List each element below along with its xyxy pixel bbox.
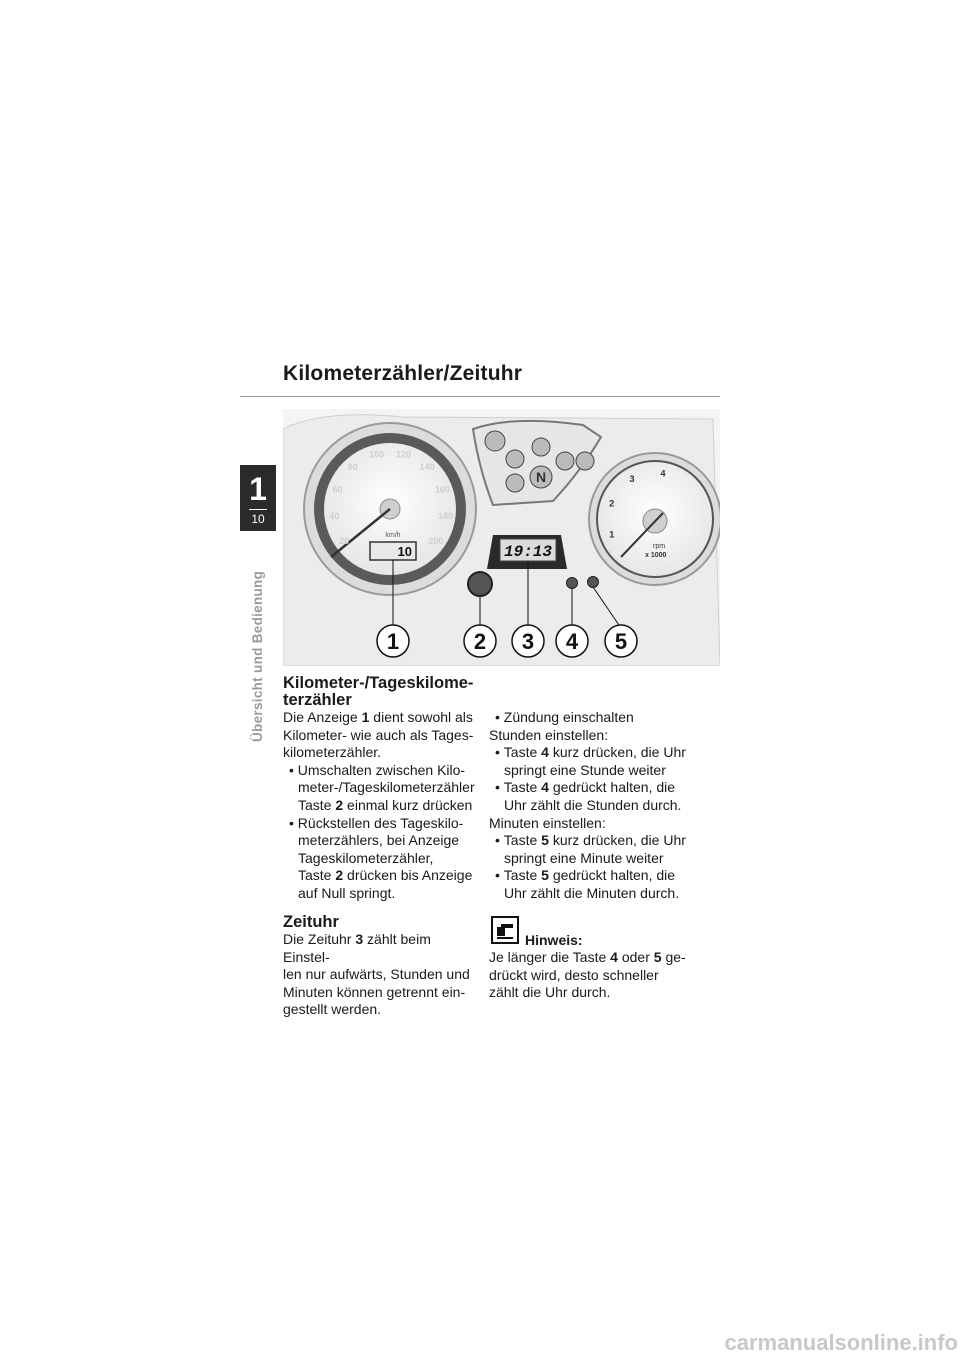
speedo-tick-label: 180: [438, 511, 454, 521]
left-column: [283, 675, 479, 903]
speedo-tick-label: 20: [339, 536, 350, 547]
svg-text:1: 1: [386, 629, 400, 654]
speedo-tick-label: 200: [428, 536, 444, 547]
paragraph-zeituhr: Die Zeituhr 3 zählt beim Einstel- len nur aufwärts, Stunden und Minuten können getrennt ein- gestellt werden.: [283, 931, 470, 1018]
speedo-tick-label: 40: [329, 511, 340, 521]
section-heading-odometer: [283, 675, 479, 709]
heading-line-1: Kilometer-/Tageskilome-: [283, 674, 474, 692]
list-item: • Taste 4 kurz drücken, die Uhr springt eine Stunde weiter: [489, 744, 704, 779]
tacho-tick-label: 3: [629, 474, 635, 485]
button-2: [468, 572, 492, 596]
speedo-tick-label: 160: [434, 484, 450, 495]
note-text: Je länger die Taste 4 oder 5 ge- drückt wird, desto schneller zählt die Uhr durch.: [489, 949, 686, 1001]
chapter-number: 1: [249, 471, 267, 507]
odometer-display: 10: [397, 544, 412, 559]
svg-text:5: 5: [614, 629, 628, 654]
tacho-tick-label: 2: [609, 498, 615, 509]
list-item: • Taste 5 gedrückt halten, die Uhr zählt die Minuten durch.: [489, 867, 704, 902]
list-item: • Umschalten zwischen Kilo- meter-/Tageskilometerzähler Taste 2 einmal kurz drücken: [283, 762, 479, 815]
tacho-multiplier: x 1000: [645, 552, 667, 559]
callout-3: [512, 625, 544, 657]
list-item: • Taste 5 kurz drücken, die Uhr springt eine Minute weiter: [489, 832, 704, 867]
tacho-unit: rpm: [653, 543, 666, 550]
instrument-cluster-figure: [283, 409, 720, 666]
title-rule: [240, 396, 720, 397]
right-column: [489, 709, 704, 903]
button-5: [588, 577, 599, 588]
section-heading-zeituhr: Zeituhr: [283, 913, 339, 931]
paragraph-odometer: Die Anzeige 1 dient sowohl als Kilometer- wie auch als Tages- kilometerzähler.: [283, 709, 474, 761]
page-title: Kilometerzähler/Zeituhr: [283, 362, 523, 385]
subheading-hours: Stunden einstellen:: [489, 726, 609, 743]
clock-display: 19:13: [503, 543, 553, 561]
callout-4: [556, 625, 588, 657]
subheading-minutes: Minuten einstellen:: [489, 814, 606, 831]
instrument-cluster-illustration: [283, 409, 720, 666]
note-label: Hinweis:: [525, 932, 583, 948]
heading-line-2: terzähler: [283, 691, 352, 709]
speedo-tick-label: 60: [332, 484, 343, 495]
speedo-tick-label: 80: [347, 462, 358, 473]
list-item: • Rückstellen des Tageskilo- meterzählers, bei Anzeige Tageskilometerzähler, Taste 2 drücken bis Anzeige auf Null springt.: [283, 815, 479, 903]
button-4: [567, 578, 578, 589]
note-icon: [491, 916, 519, 944]
watermark: carmanualsonline.info: [724, 1330, 958, 1355]
svg-text:2: 2: [473, 629, 487, 654]
tacho-tick-label: 1: [609, 529, 615, 540]
speedo-tick-label: 100: [369, 449, 385, 460]
speedo-tick-label: 120: [395, 449, 411, 460]
callout-2: [464, 625, 496, 657]
neutral-indicator: N: [535, 469, 547, 485]
list-item: • Zündung einschalten: [489, 709, 704, 727]
speed-unit: km/h: [385, 532, 401, 539]
chapter-side-label: Übersicht und Bedienung: [250, 570, 265, 742]
page-number: 10: [249, 509, 267, 526]
tacho-tick-label: 4: [660, 468, 666, 479]
chapter-tab: [240, 465, 276, 531]
list-item: • Taste 4 gedrückt halten, die Uhr zählt die Stunden durch.: [489, 779, 704, 814]
speedo-tick-label: 140: [419, 462, 435, 473]
callout-1: [377, 625, 409, 657]
callout-5: [605, 625, 637, 657]
svg-text:4: 4: [565, 629, 579, 654]
zeituhr-section: [283, 914, 479, 1019]
svg-text:3: 3: [521, 629, 535, 654]
